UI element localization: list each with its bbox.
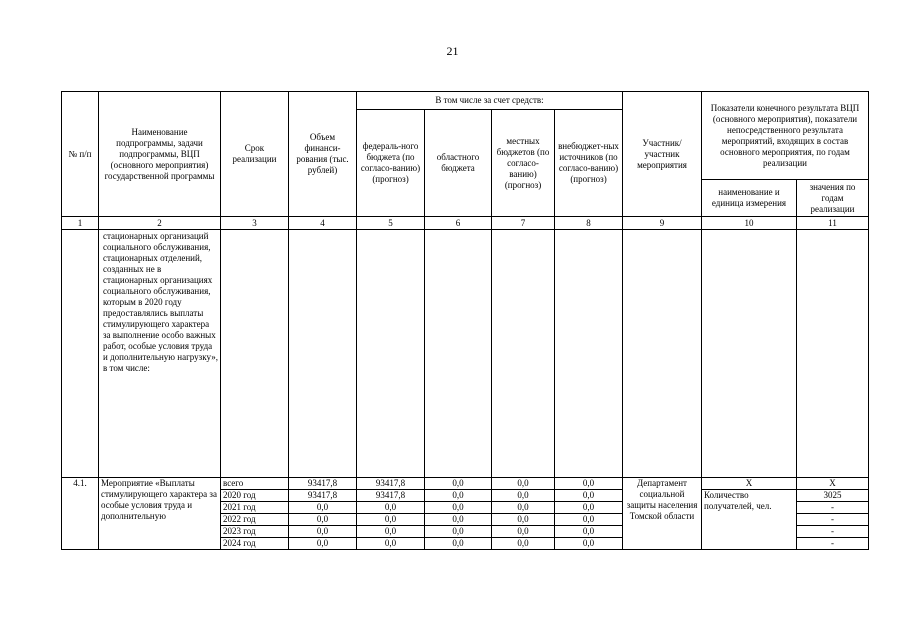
program-table: [61, 91, 869, 550]
regional-cell: 0,0: [425, 514, 492, 526]
header-extra: внебюджет-ных источников (по согласо-ванию) (прогноз): [555, 110, 623, 217]
item-participant: Департамент социальной защиты населения Томской области: [623, 478, 702, 550]
extra-cell: 0,0: [555, 478, 623, 490]
index-cell: 11: [797, 217, 869, 230]
index-cell: 1: [62, 217, 99, 230]
value-cell: -: [797, 514, 869, 526]
regional-cell: 0,0: [425, 538, 492, 550]
period-cell: 2021 год: [221, 502, 289, 514]
index-cell: 10: [702, 217, 797, 230]
table-row: [62, 478, 869, 490]
period-cell: 2023 год: [221, 526, 289, 538]
header-name: Наименование подпрограммы, задачи подпрограммы, ВЦП (основного мероприятия) государственной программы: [99, 92, 221, 217]
extra-cell: 0,0: [555, 514, 623, 526]
local-cell: 0,0: [492, 490, 555, 502]
total-cell: 0,0: [289, 514, 357, 526]
value-cell: -: [797, 502, 869, 514]
extra-cell: 0,0: [555, 526, 623, 538]
value-cell: 3025: [797, 490, 869, 502]
header-indicator-values: значения по годам реализации: [797, 180, 869, 217]
header-local: местных бюджетов (по согласо-ванию) (прогноз): [492, 110, 555, 217]
extra-cell: 0,0: [555, 502, 623, 514]
header-indicators-group: Показатели конечного результата ВЦП (основного мероприятия), показатели непосредственного результата мероприятий, входящих в состав основного мероприятия, по годам реализации: [702, 92, 869, 180]
local-cell: 0,0: [492, 478, 555, 490]
indicator-name: Количество получателей, чел.: [702, 490, 797, 550]
total-cell: 93417,8: [289, 478, 357, 490]
index-cell: 9: [623, 217, 702, 230]
federal-cell: 0,0: [357, 538, 425, 550]
header-participant: Участник/ участник мероприятия: [623, 92, 702, 217]
local-cell: 0,0: [492, 514, 555, 526]
header-indicator-name: наименование и единица измерения: [702, 180, 797, 217]
index-cell: 7: [492, 217, 555, 230]
regional-cell: 0,0: [425, 478, 492, 490]
regional-cell: 0,0: [425, 490, 492, 502]
item-number: 4.1.: [62, 478, 99, 550]
value-cell: X: [797, 478, 869, 490]
header-sources-group: В том числе за счет средств:: [357, 92, 623, 110]
total-cell: 93417,8: [289, 490, 357, 502]
regional-cell: 0,0: [425, 526, 492, 538]
page-number: 21: [446, 44, 459, 58]
item-name: Мероприятие «Выплаты стимулирующего характера за особые условия труда и дополнительную: [99, 478, 221, 550]
federal-cell: 93417,8: [357, 478, 425, 490]
index-cell: 3: [221, 217, 289, 230]
header-total: Объем финанси-рования (тыс. рублей): [289, 92, 357, 217]
continuation-row: [62, 230, 869, 478]
total-cell: 0,0: [289, 526, 357, 538]
federal-cell: 93417,8: [357, 490, 425, 502]
federal-cell: 0,0: [357, 526, 425, 538]
index-cell: 6: [425, 217, 492, 230]
extra-cell: 0,0: [555, 538, 623, 550]
federal-cell: 0,0: [357, 502, 425, 514]
index-cell: 2: [99, 217, 221, 230]
regional-cell: 0,0: [425, 502, 492, 514]
local-cell: 0,0: [492, 502, 555, 514]
header-number: № п/п: [62, 92, 99, 217]
continuation-text: стационарных организаций социального обслуживания, стационарных отделений, созданных не в стационарных организациях социального обслуживания, которым в 2020 году предоставлялись выплаты стимулирующего характера за выполнение особо важных работ, особые условия труда и дополнительную нагрузку», в том числе:: [99, 230, 221, 478]
total-cell: 0,0: [289, 502, 357, 514]
period-cell: 2024 год: [221, 538, 289, 550]
local-cell: 0,0: [492, 538, 555, 550]
period-cell: 2020 год: [221, 490, 289, 502]
period-cell: 2022 год: [221, 514, 289, 526]
header-federal: федераль-ного бюджета (по согласо-ванию) (прогноз): [357, 110, 425, 217]
value-cell: -: [797, 526, 869, 538]
value-cell: -: [797, 538, 869, 550]
indicator-first-cell: X: [702, 478, 797, 490]
index-cell: 4: [289, 217, 357, 230]
extra-cell: 0,0: [555, 490, 623, 502]
header-regional: областного бюджета: [425, 110, 492, 217]
header-period: Срок реализации: [221, 92, 289, 217]
period-cell: всего: [221, 478, 289, 490]
index-row: [62, 217, 869, 230]
index-cell: 5: [357, 217, 425, 230]
federal-cell: 0,0: [357, 514, 425, 526]
index-cell: 8: [555, 217, 623, 230]
total-cell: 0,0: [289, 538, 357, 550]
local-cell: 0,0: [492, 526, 555, 538]
